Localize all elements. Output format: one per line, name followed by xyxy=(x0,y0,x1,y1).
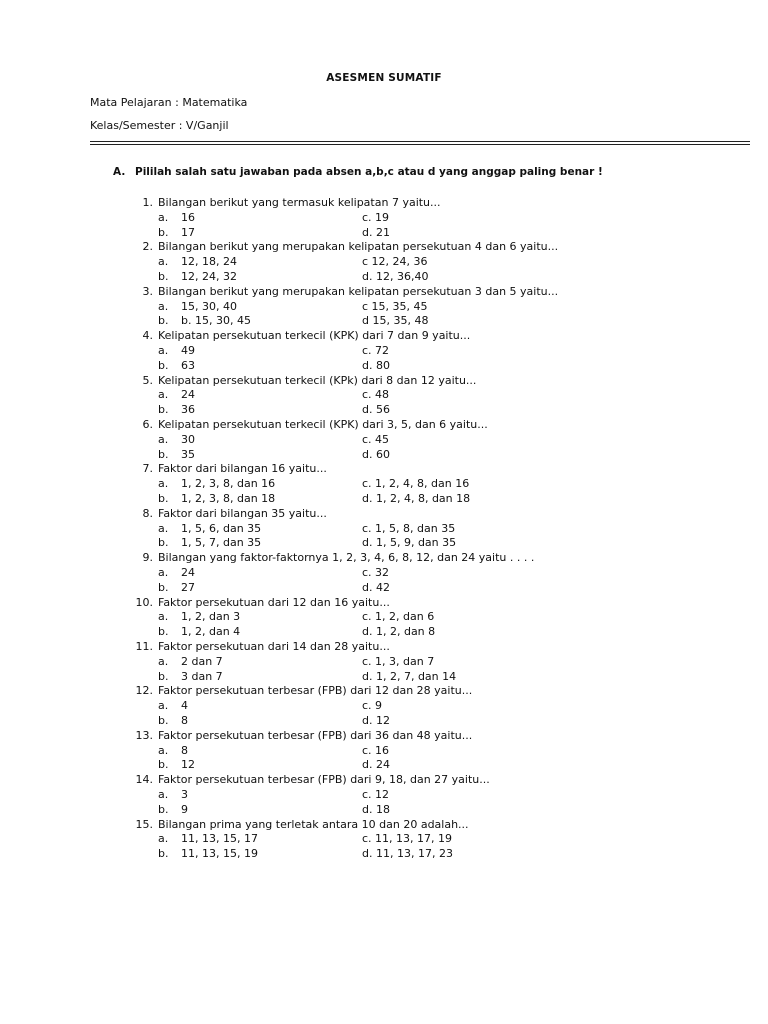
question-text: Faktor persekutuan dari 12 dan 16 yaitu... xyxy=(158,595,390,609)
class-line xyxy=(90,119,229,132)
option-row xyxy=(0,270,768,285)
option-b-label: b. xyxy=(158,447,169,461)
question-number: 12. xyxy=(135,684,153,698)
class-value: : V/Ganjil xyxy=(178,119,229,132)
option-a xyxy=(158,610,240,623)
option-b-text: 36 xyxy=(181,403,195,417)
option-row xyxy=(0,226,768,241)
option-b-text: 3 dan 7 xyxy=(181,669,223,683)
question-item xyxy=(0,374,768,389)
question-item xyxy=(0,773,768,788)
option-a xyxy=(158,300,237,313)
question-number: 14. xyxy=(135,773,153,787)
option-d: d. 56 xyxy=(362,403,390,417)
option-a-label: a. xyxy=(158,521,169,535)
option-b xyxy=(158,714,188,727)
option-row xyxy=(0,536,768,551)
divider-top xyxy=(90,141,750,142)
option-b-text: 17 xyxy=(181,225,195,239)
option-a-label: a. xyxy=(158,432,169,446)
option-row xyxy=(0,758,768,773)
option-b xyxy=(158,803,188,816)
option-a-text: 2 dan 7 xyxy=(181,654,223,668)
instruction-text: Pililah salah satu jawaban pada absen a,b,c atau d yang anggap paling benar ! xyxy=(135,166,603,178)
option-a-text: 24 xyxy=(181,566,195,579)
question-number: 10. xyxy=(135,595,153,609)
option-a xyxy=(158,211,195,224)
option-a xyxy=(158,655,223,668)
question-number: 2. xyxy=(142,240,153,254)
option-a-text: 1, 2, dan 3 xyxy=(181,610,241,624)
option-c: c 12, 24, 36 xyxy=(362,255,428,269)
option-a xyxy=(158,522,261,535)
option-row xyxy=(0,403,768,418)
option-a xyxy=(158,433,195,446)
option-row xyxy=(0,610,768,625)
option-c: c. 9 xyxy=(362,699,383,713)
question-text: Faktor dari bilangan 35 yaitu... xyxy=(158,506,327,520)
option-c: c. 48 xyxy=(362,388,390,402)
question-text: Kelipatan persekutuan terkecil (KPK) dari 7 dan 9 yaitu... xyxy=(158,329,471,343)
option-b xyxy=(158,847,258,860)
option-a-label: a. xyxy=(158,566,169,579)
question-text: Faktor dari bilangan 16 yaitu... xyxy=(158,462,327,476)
option-row xyxy=(0,433,768,448)
option-b xyxy=(158,226,195,239)
option-a xyxy=(158,477,275,490)
document-title: ASESMEN SUMATIF xyxy=(326,72,442,84)
option-row xyxy=(0,359,768,374)
option-b xyxy=(158,359,195,372)
option-a-text: 12, 18, 24 xyxy=(181,255,237,269)
option-b-label: b. xyxy=(158,847,169,861)
option-row xyxy=(0,832,768,847)
question-text: Faktor persekutuan terbesar (FPB) dari 36 dan 48 yaitu... xyxy=(158,728,473,742)
option-a-label: a. xyxy=(158,344,169,357)
question-item xyxy=(0,507,768,522)
subject-label: Mata Pelajaran xyxy=(90,96,172,109)
question-text: Faktor persekutuan dari 14 dan 28 yaitu... xyxy=(158,640,390,653)
section-instruction xyxy=(113,166,603,178)
option-row xyxy=(0,670,768,685)
option-c: c. 1, 2, 4, 8, dan 16 xyxy=(362,477,470,491)
question-item xyxy=(0,684,768,699)
option-b xyxy=(158,492,275,505)
option-b xyxy=(158,581,195,594)
option-a-label: a. xyxy=(158,388,169,402)
question-item xyxy=(0,418,768,433)
option-d: d. 80 xyxy=(362,358,390,372)
option-b xyxy=(158,314,251,327)
section-letter: A. xyxy=(113,166,126,178)
option-b-text: 63 xyxy=(181,358,195,372)
option-a xyxy=(158,788,188,801)
option-b-label: b. xyxy=(158,403,169,417)
option-row xyxy=(0,744,768,759)
option-c: c. 32 xyxy=(362,566,390,579)
option-b-text: 8 xyxy=(181,714,188,727)
option-row xyxy=(0,522,768,537)
question-item xyxy=(0,329,768,344)
option-a-label: a. xyxy=(158,210,169,224)
question-number: 6. xyxy=(142,418,153,431)
question-item xyxy=(0,640,768,655)
option-b-label: b. xyxy=(158,358,169,372)
option-b-text: 35 xyxy=(181,447,195,461)
option-b xyxy=(158,403,195,416)
option-c: c. 1, 5, 8, dan 35 xyxy=(362,521,456,535)
option-c: c 15, 35, 45 xyxy=(362,299,428,313)
option-row xyxy=(0,344,768,359)
option-a-text: 1, 5, 6, dan 35 xyxy=(181,521,262,535)
option-d: d. 24 xyxy=(362,758,390,772)
option-a xyxy=(158,832,258,845)
option-a xyxy=(158,744,188,757)
option-a-text: 24 xyxy=(181,388,195,402)
option-d: d. 21 xyxy=(362,225,390,239)
option-row xyxy=(0,211,768,226)
option-a xyxy=(158,699,188,712)
option-row xyxy=(0,388,768,403)
question-text: Kelipatan persekutuan terkecil (KPk) dari 8 dan 12 yaitu... xyxy=(158,373,477,387)
option-c: c. 19 xyxy=(362,210,390,224)
option-d: d. 12 xyxy=(362,714,390,727)
option-b-label: b. xyxy=(158,625,169,639)
option-a-text: 11, 13, 15, 17 xyxy=(181,832,258,846)
option-b-label: b. xyxy=(158,580,169,594)
option-b xyxy=(158,670,223,683)
option-a-text: 16 xyxy=(181,210,195,224)
option-row xyxy=(0,581,768,596)
divider-bottom xyxy=(90,144,750,145)
question-text: Kelipatan persekutuan terkecil (KPK) dari 3, 5, dan 6 yaitu... xyxy=(158,418,488,431)
question-number: 1. xyxy=(142,196,153,209)
question-item xyxy=(0,285,768,300)
option-b-label: b. xyxy=(158,492,169,505)
question-text: Bilangan berikut yang termasuk kelipatan 7 yaitu... xyxy=(158,196,441,209)
option-a xyxy=(158,388,195,401)
question-number: 13. xyxy=(135,728,153,742)
option-b-label: b. xyxy=(158,270,169,283)
option-c: c. 45 xyxy=(362,432,390,446)
option-c: c. 12 xyxy=(362,788,390,801)
option-b-label: b. xyxy=(158,314,169,328)
option-a-label: a. xyxy=(158,788,169,801)
option-a xyxy=(158,566,195,579)
option-b xyxy=(158,270,237,283)
option-row xyxy=(0,714,768,729)
option-c: c. 72 xyxy=(362,344,390,357)
class-label: Kelas/Semester xyxy=(90,119,176,132)
option-row xyxy=(0,566,768,581)
option-c: c. 16 xyxy=(362,743,390,757)
question-number: 7. xyxy=(142,462,153,476)
option-a-label: a. xyxy=(158,743,169,757)
option-b-label: b. xyxy=(158,758,169,772)
option-row xyxy=(0,477,768,492)
option-d: d. 11, 13, 17, 23 xyxy=(362,847,453,861)
option-d: d. 1, 2, 7, dan 14 xyxy=(362,669,457,683)
option-b-text: 27 xyxy=(181,580,195,594)
option-row xyxy=(0,448,768,463)
option-b-label: b. xyxy=(158,536,169,550)
subject-line xyxy=(90,96,247,109)
option-a xyxy=(158,344,195,357)
option-a-label: a. xyxy=(158,610,169,624)
question-item xyxy=(0,596,768,611)
option-d: d. 1, 2, dan 8 xyxy=(362,625,436,639)
option-a-label: a. xyxy=(158,832,169,846)
option-a-label: a. xyxy=(158,699,169,713)
option-b xyxy=(158,625,240,638)
option-row xyxy=(0,788,768,803)
option-b-label: b. xyxy=(158,714,169,727)
option-row xyxy=(0,847,768,862)
option-row xyxy=(0,255,768,270)
option-b-label: b. xyxy=(158,225,169,239)
option-a-label: a. xyxy=(158,654,169,668)
option-row xyxy=(0,655,768,670)
option-b-text: 1, 5, 7, dan 35 xyxy=(181,536,262,550)
option-row xyxy=(0,803,768,818)
option-b xyxy=(158,536,261,549)
option-b xyxy=(158,758,195,771)
option-a-text: 4 xyxy=(181,699,188,713)
option-a-text: 1, 2, 3, 8, dan 16 xyxy=(181,477,276,491)
subject-value: : Matematika xyxy=(175,96,248,109)
option-row xyxy=(0,492,768,507)
option-a-text: 15, 30, 40 xyxy=(181,299,237,313)
option-b xyxy=(158,448,195,461)
question-item xyxy=(0,818,768,833)
option-d: d. 1, 2, 4, 8, dan 18 xyxy=(362,492,471,505)
question-item xyxy=(0,729,768,744)
option-b-text: 11, 13, 15, 19 xyxy=(181,847,258,861)
question-text: Faktor persekutuan terbesar (FPB) dari 9, 18, dan 27 yaitu... xyxy=(158,773,490,787)
option-a-label: a. xyxy=(158,255,169,269)
question-item xyxy=(0,240,768,255)
question-item xyxy=(0,551,768,566)
option-b-text: 12 xyxy=(181,758,195,772)
option-b-text: 1, 2, dan 4 xyxy=(181,625,241,639)
option-a-label: a. xyxy=(158,477,169,491)
option-d: d. 1, 5, 9, dan 35 xyxy=(362,536,457,550)
question-number: 11. xyxy=(135,640,153,653)
option-b-label: b. xyxy=(158,802,169,816)
option-d: d 15, 35, 48 xyxy=(362,314,429,328)
question-number: 8. xyxy=(142,506,153,520)
question-number: 5. xyxy=(142,373,153,387)
option-a-text: 49 xyxy=(181,344,195,357)
question-number: 3. xyxy=(142,284,153,298)
option-row xyxy=(0,300,768,315)
option-c: c. 11, 13, 17, 19 xyxy=(362,832,453,846)
question-text: Bilangan yang faktor-faktornya 1, 2, 3, 4, 6, 8, 12, dan 24 yaitu . . . . xyxy=(158,551,535,565)
option-c: c. 1, 3, dan 7 xyxy=(362,654,435,668)
option-b-text: 9 xyxy=(181,802,188,816)
question-text: Bilangan berikut yang merupakan kelipatan persekutuan 4 dan 6 yaitu... xyxy=(158,240,559,254)
question-item xyxy=(0,462,768,477)
option-d: d. 18 xyxy=(362,802,390,816)
option-row xyxy=(0,625,768,640)
option-a xyxy=(158,255,237,268)
option-a-text: 30 xyxy=(181,432,195,446)
option-row xyxy=(0,314,768,329)
option-b-text: b. 15, 30, 45 xyxy=(181,314,251,328)
question-text: Bilangan prima yang terletak antara 10 dan 20 adalah... xyxy=(158,817,469,831)
option-b-text: 1, 2, 3, 8, dan 18 xyxy=(181,492,276,505)
question-number: 15. xyxy=(135,817,153,831)
option-a-text: 3 xyxy=(181,788,188,801)
question-number: 4. xyxy=(142,329,153,343)
option-a-label: a. xyxy=(158,299,169,313)
option-b-label: b. xyxy=(158,669,169,683)
question-text: Bilangan berikut yang merupakan kelipatan persekutuan 3 dan 5 yaitu... xyxy=(158,284,559,298)
option-row xyxy=(0,699,768,714)
question-number: 9. xyxy=(142,551,153,565)
question-item xyxy=(0,196,768,211)
question-text: Faktor persekutuan terbesar (FPB) dari 12 dan 28 yaitu... xyxy=(158,684,473,698)
option-c: c. 1, 2, dan 6 xyxy=(362,610,435,624)
option-d: d. 42 xyxy=(362,580,390,594)
option-a-text: 8 xyxy=(181,743,188,757)
option-d: d. 60 xyxy=(362,447,390,461)
option-b-text: 12, 24, 32 xyxy=(181,270,237,283)
option-d: d. 12, 36,40 xyxy=(362,270,429,283)
